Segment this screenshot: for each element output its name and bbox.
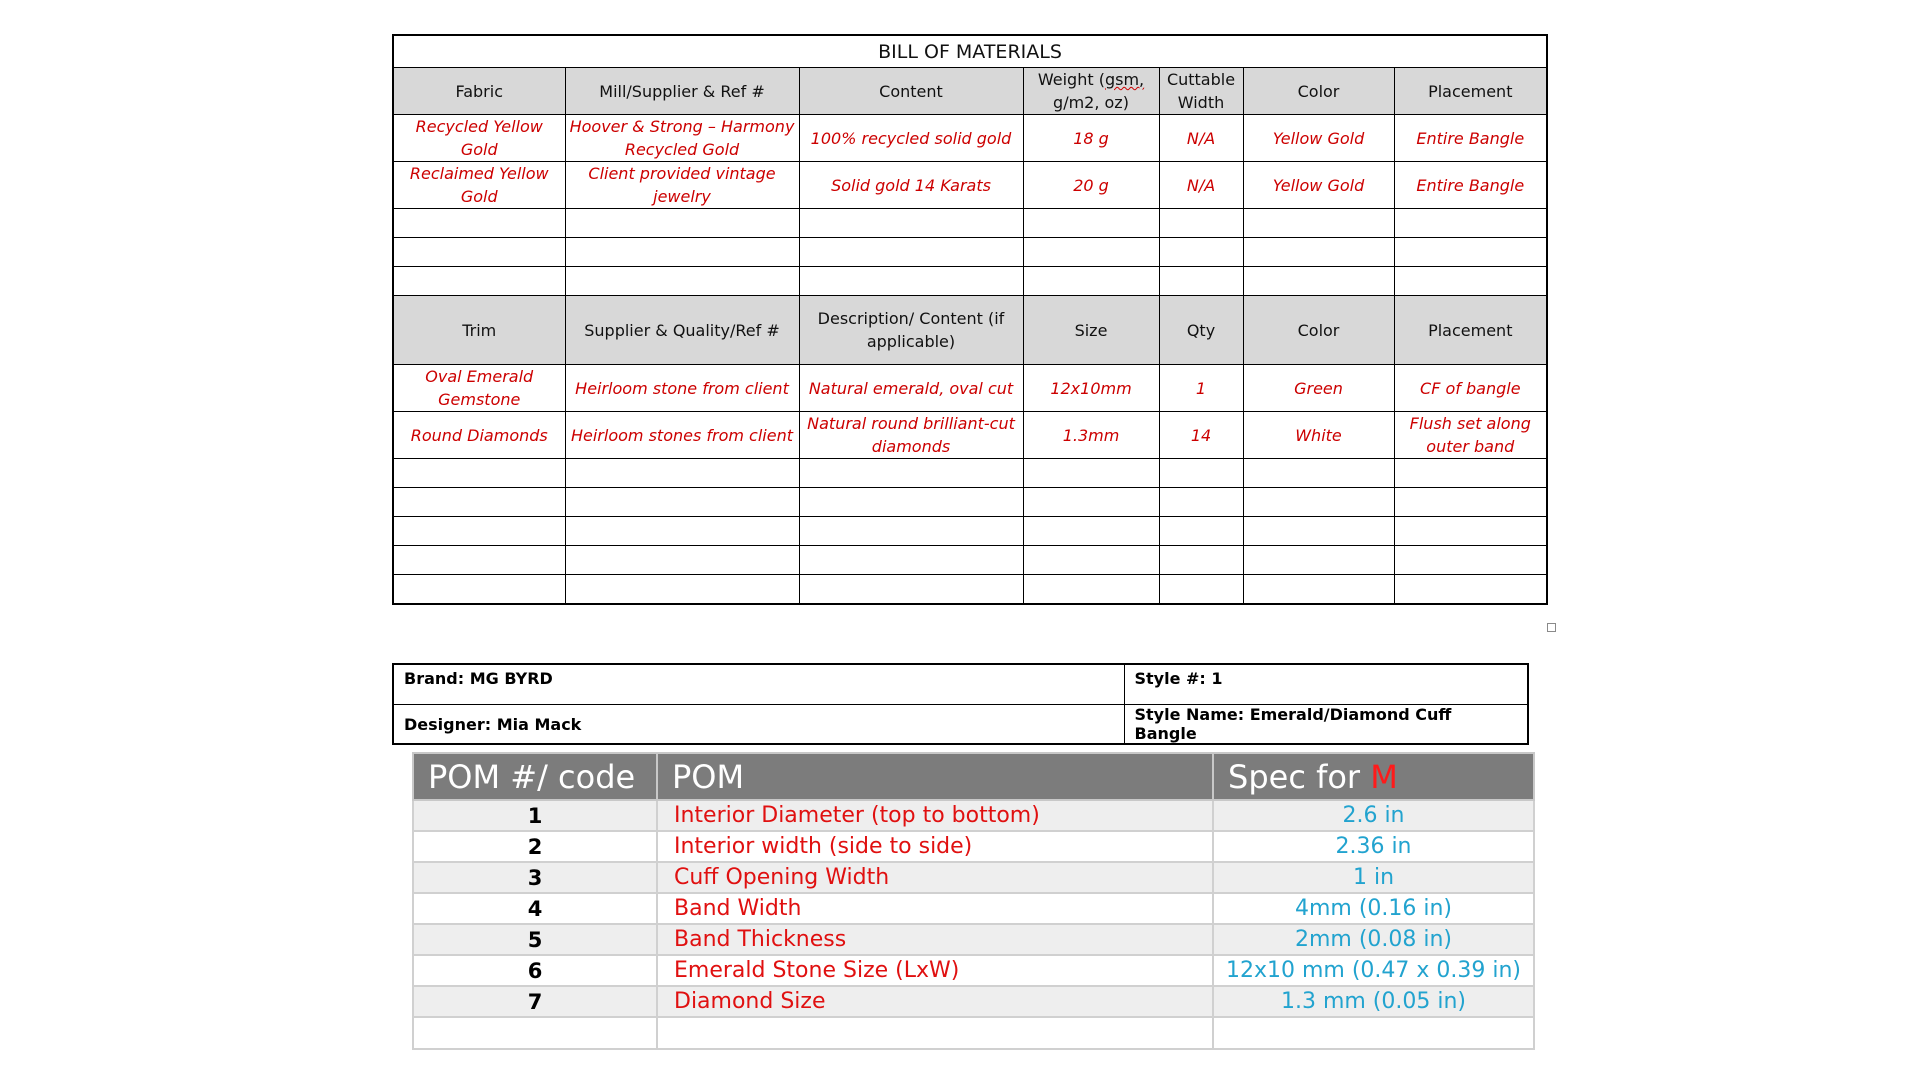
placement-cell: Entire Bangle <box>1394 162 1547 209</box>
cuttable-cell: N/A <box>1159 162 1243 209</box>
content-cell: Solid gold 14 Karats <box>799 162 1023 209</box>
color-cell: Yellow Gold <box>1243 115 1394 162</box>
pom-row <box>413 862 1534 893</box>
pom-code: 3 <box>413 862 657 893</box>
pom-code: 7 <box>413 986 657 1017</box>
trim-row <box>393 365 1547 412</box>
trim-placement-cell: Flush set along outer band <box>1394 412 1547 459</box>
cuttable-cell: N/A <box>1159 115 1243 162</box>
header-weight <box>1023 68 1159 115</box>
header-placement: Placement <box>1394 68 1547 115</box>
placement-cell: Entire Bangle <box>1394 115 1547 162</box>
trim-placement-cell: CF of bangle <box>1394 365 1547 412</box>
empty-row <box>393 238 1547 267</box>
header-content: Content <box>799 68 1023 115</box>
content-cell: 100% recycled solid gold <box>799 115 1023 162</box>
header-size: Size <box>1023 296 1159 365</box>
table-resize-handle[interactable] <box>1547 623 1556 632</box>
pom-name: Cuff Opening Width <box>657 862 1213 893</box>
empty-row <box>393 575 1547 605</box>
header-weight-b: gsm, <box>1104 70 1145 89</box>
header-fabric: Fabric <box>393 68 565 115</box>
header-qty: Qty <box>1159 296 1243 365</box>
fabric-cell: Recycled Yellow Gold <box>393 115 565 162</box>
pom-code: 4 <box>413 893 657 924</box>
pom-spec: 4mm (0.16 in) <box>1213 893 1534 924</box>
pom-header-spec <box>1213 753 1534 800</box>
trim-color-cell: Green <box>1243 365 1394 412</box>
trim-cell: Oval Emerald Gemstone <box>393 365 565 412</box>
size-cell: 12x10mm <box>1023 365 1159 412</box>
header-trim-placement: Placement <box>1394 296 1547 365</box>
pom-spec: 2.6 in <box>1213 800 1534 831</box>
header-trim-color: Color <box>1243 296 1394 365</box>
pom-name: Interior Diameter (top to bottom) <box>657 800 1213 831</box>
pom-row <box>413 955 1534 986</box>
pom-spec-table <box>412 752 1535 1050</box>
pom-header-spec-size: M <box>1370 757 1398 796</box>
header-trim: Trim <box>393 296 565 365</box>
pom-row <box>413 986 1534 1017</box>
description-cell: Natural round brilliant-cut diamonds <box>799 412 1023 459</box>
header-mill-supplier: Mill/Supplier & Ref # <box>565 68 799 115</box>
pom-name: Band Width <box>657 893 1213 924</box>
weight-cell: 18 g <box>1023 115 1159 162</box>
designer-label: Designer: Mia Mack <box>393 705 1124 745</box>
pom-header-spec-prefix: Spec for <box>1228 757 1371 796</box>
trim-cell: Round Diamonds <box>393 412 565 459</box>
supplier-cell: Heirloom stone from client <box>565 365 799 412</box>
pom-header-pom: POM <box>657 753 1213 800</box>
size-cell: 1.3mm <box>1023 412 1159 459</box>
bom-title: BILL OF MATERIALS <box>393 35 1547 68</box>
empty-row <box>393 209 1547 238</box>
style-number-label: Style #: 1 <box>1124 664 1528 705</box>
pom-row <box>413 800 1534 831</box>
header-cuttable-width: Cuttable Width <box>1159 68 1243 115</box>
style-info-table <box>392 663 1529 745</box>
supplier-cell: Heirloom stones from client <box>565 412 799 459</box>
pom-row <box>413 924 1534 955</box>
header-description: Description/ Content (if applicable) <box>799 296 1023 365</box>
pom-header-code: POM #/ code <box>413 753 657 800</box>
bill-of-materials-table <box>392 34 1548 605</box>
empty-row <box>393 267 1547 296</box>
pom-row <box>413 831 1534 862</box>
fabric-row <box>393 115 1547 162</box>
mill-cell: Client provided vintage jewelry <box>565 162 799 209</box>
header-weight-a: Weight ( <box>1037 70 1105 89</box>
weight-cell: 20 g <box>1023 162 1159 209</box>
fabric-cell: Reclaimed Yellow Gold <box>393 162 565 209</box>
style-name-label: Style Name: Emerald/Diamond Cuff Bangle <box>1124 705 1528 745</box>
pom-code: 1 <box>413 800 657 831</box>
empty-row <box>393 546 1547 575</box>
qty-cell: 14 <box>1159 412 1243 459</box>
pom-spec: 1 in <box>1213 862 1534 893</box>
pom-name: Emerald Stone Size (LxW) <box>657 955 1213 986</box>
pom-spec: 2mm (0.08 in) <box>1213 924 1534 955</box>
pom-name: Band Thickness <box>657 924 1213 955</box>
pom-name: Interior width (side to side) <box>657 831 1213 862</box>
header-color: Color <box>1243 68 1394 115</box>
pom-code: 6 <box>413 955 657 986</box>
trim-color-cell: White <box>1243 412 1394 459</box>
pom-empty-row <box>413 1017 1534 1049</box>
pom-code: 5 <box>413 924 657 955</box>
pom-name: Diamond Size <box>657 986 1213 1017</box>
empty-row <box>393 488 1547 517</box>
color-cell: Yellow Gold <box>1243 162 1394 209</box>
header-weight-c: g/m2, oz) <box>1053 93 1129 112</box>
qty-cell: 1 <box>1159 365 1243 412</box>
trim-row <box>393 412 1547 459</box>
fabric-row <box>393 162 1547 209</box>
brand-label: Brand: MG BYRD <box>393 664 1124 705</box>
pom-spec: 2.36 in <box>1213 831 1534 862</box>
description-cell: Natural emerald, oval cut <box>799 365 1023 412</box>
pom-spec: 1.3 mm (0.05 in) <box>1213 986 1534 1017</box>
empty-row <box>393 517 1547 546</box>
pom-code: 2 <box>413 831 657 862</box>
header-supplier: Supplier & Quality/Ref # <box>565 296 799 365</box>
empty-row <box>393 459 1547 488</box>
mill-cell: Hoover & Strong – Harmony Recycled Gold <box>565 115 799 162</box>
pom-spec: 12x10 mm (0.47 x 0.39 in) <box>1213 955 1534 986</box>
pom-row <box>413 893 1534 924</box>
